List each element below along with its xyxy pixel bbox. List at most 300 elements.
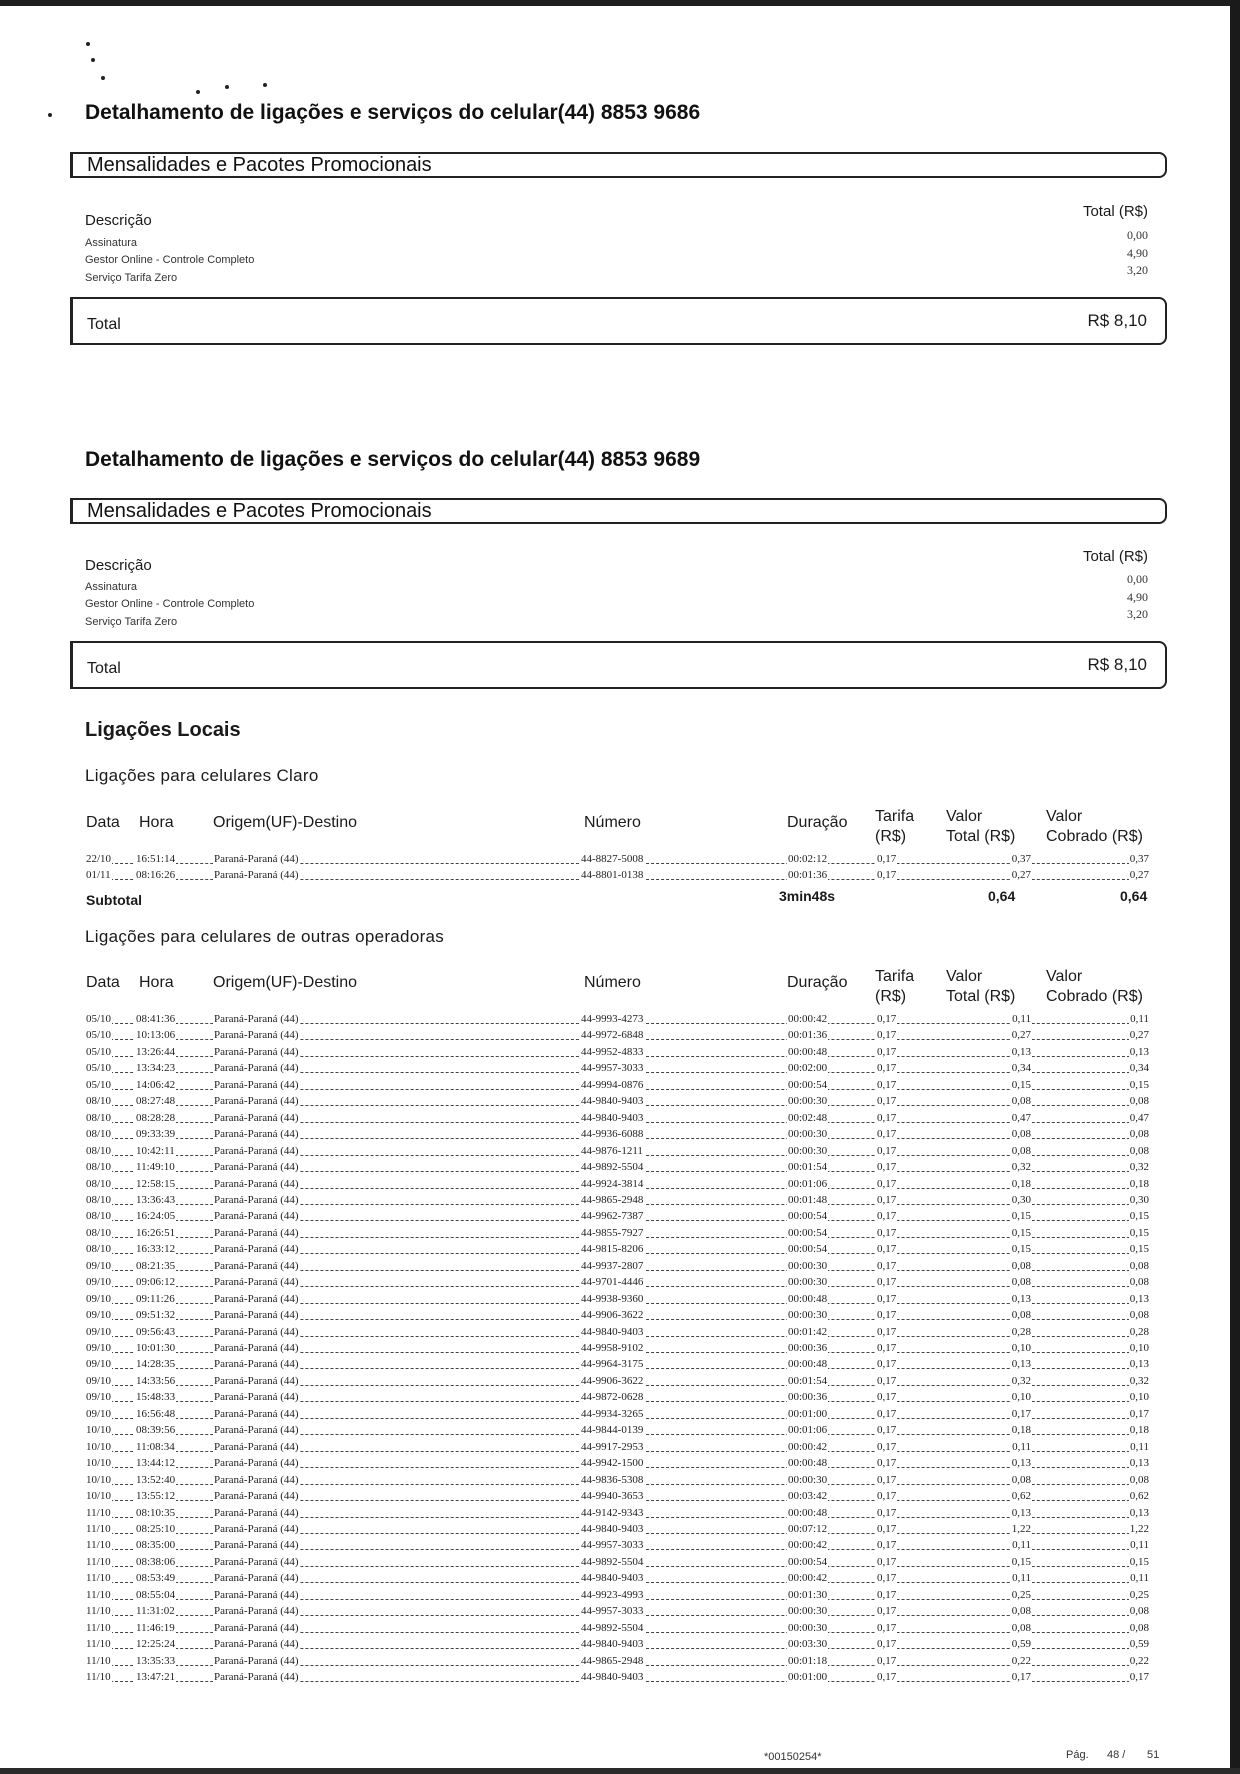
- cell-total-value: 0,13: [1011, 1292, 1031, 1305]
- cell-number: 44-9892-5504: [581, 1161, 644, 1174]
- table-row: [85, 1374, 1150, 1390]
- cell-tariff: 0,17: [877, 1605, 897, 1618]
- table-row: [85, 1440, 1150, 1456]
- cell-origin: Paraná-Paraná (44): [214, 1605, 299, 1618]
- cell-time: 13:35:33: [136, 1654, 176, 1667]
- cell-number: 44-9962-7387: [581, 1210, 644, 1223]
- cell-number: 44-9142-9343: [581, 1506, 644, 1519]
- cell-number: 44-9972-6848: [581, 1029, 644, 1042]
- cell-origin: Paraná-Paraná (44): [214, 1391, 299, 1404]
- table-row: [85, 1571, 1150, 1587]
- cell-total-value: 0,10: [1011, 1391, 1031, 1404]
- column-header-hora: Hora: [139, 974, 174, 991]
- cell-origin: Paraná-Paraná (44): [214, 1144, 299, 1157]
- cell-duration: 00:00:54: [788, 1226, 828, 1239]
- cell-origin: Paraná-Paraná (44): [214, 1539, 299, 1552]
- table-row: [85, 1078, 1150, 1094]
- cell-duration: 00:01:30: [788, 1588, 828, 1601]
- cell-date: 05/10: [86, 1013, 112, 1025]
- cell-charged-value: 0,10: [1129, 1342, 1149, 1354]
- cell-duration: 00:00:54: [788, 1210, 828, 1223]
- cell-tariff: 0,17: [877, 1243, 897, 1256]
- table-row: [85, 1456, 1150, 1472]
- cell-time: 11:49:10: [136, 1161, 175, 1174]
- cell-total-value: 0,08: [1011, 1259, 1031, 1272]
- cell-tariff: 0,17: [877, 1358, 897, 1371]
- cell-number: 44-9937-2807: [581, 1259, 644, 1272]
- cell-duration: 00:01:54: [788, 1374, 828, 1387]
- cell-tariff: 0,17: [877, 1062, 897, 1075]
- cell-charged-value: 0,15: [1129, 1243, 1149, 1256]
- cell-duration: 00:01:18: [788, 1654, 828, 1667]
- scan-speck: [86, 42, 90, 46]
- cell-tariff: 0,17: [877, 1522, 897, 1535]
- scan-edge-right: [1230, 0, 1240, 1774]
- cell-tariff: 0,17: [877, 1654, 897, 1667]
- cell-duration: 00:00:30: [788, 1095, 828, 1108]
- cell-duration: 00:01:00: [788, 1407, 828, 1420]
- line1-item-name: Assinatura: [85, 237, 137, 249]
- cell-time: 08:27:48: [136, 1095, 176, 1108]
- cell-number: 44-9957-3033: [581, 1062, 644, 1075]
- cell-date: 01/11: [86, 869, 111, 881]
- column-header-valor-total-2: Total (R$): [946, 828, 1016, 845]
- table-row: [85, 1209, 1150, 1225]
- cell-time: 09:51:32: [136, 1309, 176, 1322]
- cell-total-value: 0,47: [1011, 1111, 1031, 1124]
- cell-duration: 00:02:48: [788, 1111, 828, 1124]
- cell-origin: Paraná-Paraná (44): [214, 1078, 299, 1091]
- cell-duration: 00:00:42: [788, 1572, 828, 1585]
- cell-tariff: 0,17: [877, 1111, 897, 1124]
- cell-time: 08:28:28: [136, 1111, 176, 1124]
- cell-total-value: 0,08: [1011, 1276, 1031, 1289]
- table-row: [85, 1407, 1150, 1423]
- cell-charged-value: 0,11: [1130, 1013, 1149, 1025]
- cell-time: 14:28:35: [136, 1358, 176, 1371]
- cell-charged-value: 0,10: [1129, 1391, 1149, 1404]
- cell-number: 44-9836-5308: [581, 1473, 644, 1486]
- cell-charged-value: 0,28: [1129, 1325, 1149, 1338]
- table-row: [85, 1061, 1150, 1077]
- cell-date: 10/10: [86, 1457, 112, 1470]
- table-row: [85, 1522, 1150, 1538]
- cell-total-value: 0,22: [1011, 1654, 1031, 1667]
- cell-number: 44-9936-6088: [581, 1128, 644, 1141]
- scan-edge-top: [0, 0, 1240, 6]
- cell-time: 10:13:06: [136, 1029, 176, 1042]
- cell-total-value: 0,15: [1011, 1078, 1031, 1091]
- cell-time: 08:35:00: [136, 1539, 176, 1552]
- line2-total-box: [70, 641, 1167, 689]
- cell-total-value: 0,08: [1011, 1095, 1031, 1108]
- cell-charged-value: 1,22: [1129, 1522, 1149, 1535]
- cell-charged-value: 0,13: [1129, 1457, 1149, 1470]
- scan-speck: [196, 90, 200, 94]
- cell-duration: 00:01:00: [788, 1671, 828, 1683]
- table-row: [85, 852, 1150, 868]
- page-total: 51: [1147, 1749, 1160, 1761]
- cell-tariff: 0,17: [877, 1193, 897, 1206]
- cell-origin: Paraná-Paraná (44): [214, 1638, 299, 1651]
- cell-charged-value: 0,08: [1129, 1621, 1149, 1634]
- cell-total-value: 0,32: [1011, 1161, 1031, 1174]
- line1-total-row-label: Total: [87, 316, 121, 333]
- cell-date: 08/10: [86, 1095, 112, 1108]
- table-row: [85, 1506, 1150, 1522]
- cell-date: 05/10: [86, 1078, 112, 1091]
- cell-charged-value: 0,11: [1130, 1440, 1149, 1453]
- cell-origin: Paraná-Paraná (44): [214, 1045, 299, 1058]
- cell-tariff: 0,17: [877, 1078, 897, 1091]
- cell-date: 11/10: [86, 1605, 111, 1618]
- cell-date: 11/10: [86, 1522, 111, 1535]
- column-header-valor-cobrado-1: Valor: [1046, 968, 1083, 985]
- cell-number: 44-9892-5504: [581, 1621, 644, 1634]
- cell-tariff: 0,17: [877, 1539, 897, 1552]
- cell-duration: 00:00:48: [788, 1506, 828, 1519]
- line1-desc-label: Descrição: [85, 212, 152, 229]
- table-row: [85, 1226, 1150, 1242]
- column-header-valor-cobrado-1: Valor: [1046, 808, 1083, 825]
- cell-duration: 00:00:30: [788, 1259, 828, 1272]
- cell-total-value: 0,13: [1011, 1045, 1031, 1058]
- cell-charged-value: 0,27: [1129, 1029, 1149, 1042]
- cell-duration: 00:00:36: [788, 1342, 828, 1354]
- cell-date: 11/10: [86, 1555, 111, 1568]
- cell-duration: 00:00:30: [788, 1144, 828, 1157]
- column-header-tarifa-2: (R$): [875, 828, 907, 845]
- cell-duration: 00:00:30: [788, 1309, 828, 1322]
- cell-date: 10/10: [86, 1473, 112, 1486]
- table-row: [85, 1193, 1150, 1209]
- column-header-duracao: Duração: [787, 814, 848, 831]
- cell-date: 09/10: [86, 1391, 112, 1404]
- cell-duration: 00:01:36: [788, 869, 828, 881]
- cell-time: 11:08:34: [136, 1440, 175, 1453]
- cell-duration: 00:00:42: [788, 1013, 828, 1025]
- cell-time: 08:21:35: [136, 1259, 176, 1272]
- cell-total-value: 0,30: [1011, 1193, 1031, 1206]
- cell-date: 22/10: [86, 853, 112, 865]
- cell-number: 44-9840-9403: [581, 1095, 644, 1108]
- cell-tariff: 0,17: [877, 1161, 897, 1174]
- cell-charged-value: 0,08: [1129, 1095, 1149, 1108]
- page-current: 48 /: [1107, 1749, 1126, 1761]
- cell-tariff: 0,17: [877, 1029, 897, 1042]
- cell-number: 44-9952-4833: [581, 1045, 644, 1058]
- cell-total-value: 0,13: [1011, 1506, 1031, 1519]
- table-row: [85, 1390, 1150, 1406]
- cell-tariff: 0,17: [877, 1226, 897, 1239]
- cell-origin: Paraná-Paraná (44): [214, 1062, 299, 1075]
- cell-date: 11/10: [86, 1588, 111, 1601]
- table-row: [85, 1473, 1150, 1489]
- cell-time: 16:26:51: [136, 1226, 176, 1239]
- cell-tariff: 0,17: [877, 853, 897, 865]
- cell-time: 09:11:26: [136, 1292, 175, 1305]
- cell-time: 09:33:39: [136, 1128, 176, 1141]
- table-row: [85, 1275, 1150, 1291]
- cell-time: 14:06:42: [136, 1078, 176, 1091]
- cell-origin: Paraná-Paraná (44): [214, 1440, 299, 1453]
- cell-date: 11/10: [86, 1621, 111, 1634]
- column-header-valor-total-1: Valor: [946, 968, 983, 985]
- cell-charged-value: 0,18: [1129, 1177, 1149, 1190]
- column-header-numero: Número: [584, 814, 641, 831]
- cell-date: 08/10: [86, 1161, 112, 1174]
- cell-duration: 00:01:48: [788, 1193, 828, 1206]
- cell-duration: 00:00:30: [788, 1128, 828, 1141]
- cell-total-value: 0,08: [1011, 1473, 1031, 1486]
- line2-box-title: [70, 498, 1167, 524]
- column-header-numero: Número: [584, 974, 641, 991]
- cell-duration: 00:07:12: [788, 1522, 828, 1535]
- cell-charged-value: 0,08: [1129, 1144, 1149, 1157]
- cell-charged-value: 0,32: [1129, 1161, 1149, 1174]
- cell-charged-value: 0,08: [1129, 1259, 1149, 1272]
- cell-duration: 00:00:48: [788, 1045, 828, 1058]
- cell-origin: Paraná-Paraná (44): [214, 1424, 299, 1437]
- cell-tariff: 0,17: [877, 1095, 897, 1108]
- cell-charged-value: 0,13: [1129, 1506, 1149, 1519]
- table-row: [85, 1127, 1150, 1143]
- table-row: [85, 1292, 1150, 1308]
- table-row: [85, 1111, 1150, 1127]
- cell-date: 08/10: [86, 1128, 112, 1141]
- cell-time: 16:33:12: [136, 1243, 176, 1256]
- cell-charged-value: 0,32: [1129, 1374, 1149, 1387]
- cell-time: 16:24:05: [136, 1210, 176, 1223]
- cell-total-value: 0,18: [1011, 1177, 1031, 1190]
- column-header-tarifa-1: Tarifa: [875, 968, 915, 985]
- cell-origin: Paraná-Paraná (44): [214, 1407, 299, 1420]
- column-header-hora: Hora: [139, 814, 174, 831]
- cell-charged-value: 0,27: [1129, 869, 1149, 881]
- cell-total-value: 0,13: [1011, 1358, 1031, 1371]
- cell-tariff: 0,17: [877, 1276, 897, 1289]
- cell-origin: Paraná-Paraná (44): [214, 1621, 299, 1634]
- cell-origin: Paraná-Paraná (44): [214, 1588, 299, 1601]
- cell-date: 05/10: [86, 1045, 112, 1058]
- table-row: [85, 1654, 1150, 1670]
- cell-origin: Paraná-Paraná (44): [214, 1095, 299, 1108]
- claro-subtotal-cobrado: 0,64: [1120, 888, 1148, 904]
- cell-number: 44-9865-2948: [581, 1654, 644, 1667]
- cell-date: 08/10: [86, 1226, 112, 1239]
- cell-number: 44-9840-9403: [581, 1638, 644, 1651]
- cell-total-value: 0,08: [1011, 1144, 1031, 1157]
- table-row: [85, 1325, 1150, 1341]
- cell-origin: Paraná-Paraná (44): [214, 1555, 299, 1568]
- cell-time: 13:44:12: [136, 1457, 176, 1470]
- cell-number: 44-9924-3814: [581, 1177, 644, 1190]
- cell-duration: 00:03:42: [788, 1490, 828, 1503]
- cell-tariff: 0,17: [877, 1325, 897, 1338]
- table-row: [85, 1045, 1150, 1061]
- cell-tariff: 0,17: [877, 1572, 897, 1585]
- line1-item-value: 4,90: [1127, 246, 1148, 260]
- cell-tariff: 0,17: [877, 1210, 897, 1223]
- cell-tariff: 0,17: [877, 1555, 897, 1568]
- cell-charged-value: 0,59: [1129, 1638, 1149, 1651]
- outras-heading: Ligações para celulares de outras operadoras: [85, 927, 445, 946]
- cell-number: 44-9865-2948: [581, 1193, 644, 1206]
- cell-tariff: 0,17: [877, 1177, 897, 1190]
- cell-time: 08:53:49: [136, 1572, 176, 1585]
- cell-charged-value: 0,22: [1129, 1654, 1149, 1667]
- cell-number: 44-9940-3653: [581, 1490, 644, 1503]
- scan-speck: [263, 83, 267, 87]
- line2-item-value: 0,00: [1127, 572, 1148, 586]
- column-header-data: Data: [86, 814, 120, 831]
- cell-tariff: 0,17: [877, 1259, 897, 1272]
- cell-time: 12:58:15: [136, 1177, 176, 1190]
- cell-date: 09/10: [86, 1309, 112, 1322]
- cell-time: 08:38:06: [136, 1555, 176, 1568]
- cell-date: 11/10: [86, 1539, 111, 1552]
- line2-item-value: 4,90: [1127, 590, 1148, 604]
- table-row: [85, 1094, 1150, 1110]
- cell-date: 08/10: [86, 1177, 112, 1190]
- column-header-valor-total-1: Valor: [946, 808, 983, 825]
- cell-total-value: 0,18: [1011, 1424, 1031, 1437]
- table-row: [85, 1555, 1150, 1571]
- cell-number: 44-9994-0876: [581, 1078, 644, 1091]
- cell-time: 16:56:48: [136, 1407, 176, 1420]
- cell-total-value: 0,08: [1011, 1621, 1031, 1634]
- line1-heading: Detalhamento de ligações e serviços do celular(44) 8853 9686: [85, 101, 701, 124]
- cell-origin: Paraná-Paraná (44): [214, 1457, 299, 1470]
- line1-box-title-text: Mensalidades e Pacotes Promocionais: [87, 154, 432, 176]
- cell-charged-value: 0,62: [1129, 1490, 1149, 1503]
- cell-number: 44-9993-4273: [581, 1013, 644, 1025]
- line1-total-label: Total (R$): [1082, 203, 1148, 220]
- cell-duration: 00:02:12: [788, 853, 828, 865]
- cell-charged-value: 0,18: [1129, 1424, 1149, 1437]
- table-row: [85, 1588, 1150, 1604]
- cell-time: 12:25:24: [136, 1638, 176, 1651]
- cell-number: 44-9844-0139: [581, 1424, 644, 1437]
- cell-total-value: 0,15: [1011, 1226, 1031, 1239]
- table-row: [85, 1259, 1150, 1275]
- line2-item-name: Serviço Tarifa Zero: [85, 616, 178, 628]
- scan-speck: [101, 76, 105, 80]
- cell-origin: Paraná-Paraná (44): [214, 1473, 299, 1486]
- cell-date: 08/10: [86, 1193, 112, 1206]
- cell-tariff: 0,17: [877, 1638, 897, 1651]
- cell-charged-value: 0,13: [1129, 1292, 1149, 1305]
- column-header-valor-total-2: Total (R$): [946, 988, 1016, 1005]
- column-header-valor-cobrado-2: Cobrado (R$): [1046, 988, 1143, 1005]
- line1-item-name: Serviço Tarifa Zero: [85, 272, 178, 284]
- cell-time: 11:46:19: [136, 1621, 175, 1634]
- cell-date: 09/10: [86, 1342, 112, 1354]
- cell-date: 09/10: [86, 1276, 112, 1289]
- column-header-tarifa-2: (R$): [875, 988, 907, 1005]
- cell-origin: Paraná-Paraná (44): [214, 1210, 299, 1223]
- cell-origin: Paraná-Paraná (44): [214, 1243, 299, 1256]
- cell-origin: Paraná-Paraná (44): [214, 1111, 299, 1124]
- cell-duration: 00:01:42: [788, 1325, 828, 1338]
- cell-number: 44-9942-1500: [581, 1457, 644, 1470]
- cell-origin: Paraná-Paraná (44): [214, 869, 299, 881]
- cell-date: 11/10: [86, 1671, 111, 1683]
- cell-total-value: 0,62: [1011, 1490, 1031, 1503]
- cell-duration: 00:03:30: [788, 1638, 828, 1651]
- cell-date: 05/10: [86, 1029, 112, 1042]
- cell-duration: 00:00:30: [788, 1605, 828, 1618]
- cell-tariff: 0,17: [877, 1671, 897, 1683]
- cell-number: 44-9938-9360: [581, 1292, 644, 1305]
- cell-tariff: 0,17: [877, 1045, 897, 1058]
- cell-duration: 00:00:30: [788, 1621, 828, 1634]
- cell-origin: Paraná-Paraná (44): [214, 1654, 299, 1667]
- cell-charged-value: 0,11: [1130, 1539, 1149, 1552]
- cell-origin: Paraná-Paraná (44): [214, 1572, 299, 1585]
- cell-charged-value: 0,47: [1129, 1111, 1149, 1124]
- cell-charged-value: 0,08: [1129, 1309, 1149, 1322]
- line1-item-value: 3,20: [1127, 263, 1148, 277]
- cell-charged-value: 0,15: [1129, 1226, 1149, 1239]
- cell-tariff: 0,17: [877, 1621, 897, 1634]
- cell-duration: 00:00:42: [788, 1539, 828, 1552]
- cell-date: 08/10: [86, 1210, 112, 1223]
- cell-time: 15:48:33: [136, 1391, 176, 1404]
- cell-charged-value: 0,17: [1129, 1671, 1149, 1683]
- cell-time: 13:47:21: [136, 1671, 176, 1683]
- cell-number: 44-9957-3033: [581, 1539, 644, 1552]
- cell-date: 10/10: [86, 1490, 112, 1503]
- cell-number: 44-9872-0628: [581, 1391, 644, 1404]
- table-row: [85, 1604, 1150, 1620]
- line2-box-title-text: Mensalidades e Pacotes Promocionais: [87, 500, 432, 522]
- cell-tariff: 0,17: [877, 1424, 897, 1437]
- line2-total-row-label: Total: [87, 660, 121, 677]
- cell-charged-value: 0,15: [1129, 1210, 1149, 1223]
- cell-duration: 00:00:48: [788, 1292, 828, 1305]
- cell-date: 09/10: [86, 1374, 112, 1387]
- cell-number: 44-9892-5504: [581, 1555, 644, 1568]
- cell-time: 13:36:43: [136, 1193, 176, 1206]
- cell-total-value: 0,11: [1012, 1440, 1031, 1453]
- cell-tariff: 0,17: [877, 1128, 897, 1141]
- cell-number: 44-9934-3265: [581, 1407, 644, 1420]
- cell-number: 44-9906-3622: [581, 1309, 644, 1322]
- cell-tariff: 0,17: [877, 1292, 897, 1305]
- cell-duration: 00:00:54: [788, 1078, 828, 1091]
- claro-subtotal-label: Subtotal: [86, 892, 142, 908]
- cell-origin: Paraná-Paraná (44): [214, 1013, 299, 1025]
- cell-charged-value: 0,08: [1129, 1276, 1149, 1289]
- cell-origin: Paraná-Paraná (44): [214, 1276, 299, 1289]
- cell-origin: Paraná-Paraná (44): [214, 1292, 299, 1305]
- cell-tariff: 0,17: [877, 1374, 897, 1387]
- line2-heading: Detalhamento de ligações e serviços do celular(44) 8853 9689: [85, 448, 701, 471]
- cell-charged-value: 0,37: [1129, 853, 1149, 865]
- cell-charged-value: 0,34: [1129, 1062, 1149, 1075]
- cell-origin: Paraná-Paraná (44): [214, 853, 299, 865]
- cell-charged-value: 0,13: [1129, 1358, 1149, 1371]
- cell-time: 13:52:40: [136, 1473, 176, 1486]
- cell-number: 44-9840-9403: [581, 1671, 644, 1683]
- table-row: [85, 1242, 1150, 1258]
- cell-origin: Paraná-Paraná (44): [214, 1259, 299, 1272]
- column-header-data: Data: [86, 974, 120, 991]
- cell-date: 11/10: [86, 1506, 111, 1519]
- cell-duration: 00:00:48: [788, 1457, 828, 1470]
- cell-charged-value: 0,25: [1129, 1588, 1149, 1601]
